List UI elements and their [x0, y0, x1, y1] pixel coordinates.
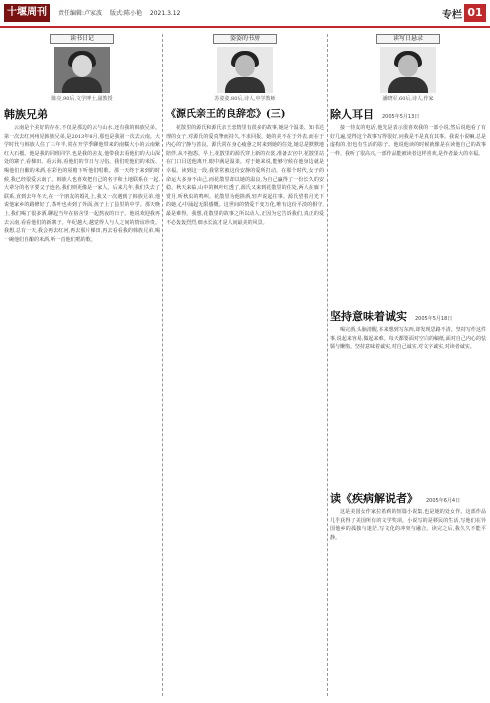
author-caption: 潘晓军,60后,诗人,作家 [382, 96, 434, 102]
article-title: 《源氏亲王的良辞恋》(三) [166, 109, 286, 120]
masthead: 十堰周刊 [4, 4, 50, 22]
entry-body: 这是美国女作家拉希莉的短篇小说集,也是她的处女作。这部作品几乎获得了美国所有的文学奖项。小说写的是移民的生活,写他们在异国他乡的孤独与迷茫,写文化的冲突与融合。读完之后,我久久不能平静。 [330, 509, 486, 541]
author-caption: 陈亮,90后,文学博士,副教授 [51, 96, 113, 102]
author-photo [380, 47, 436, 93]
entry-date: 2005年5月13日 [382, 114, 420, 120]
entry-body: 喝完酒,头脑清醒,本来想到写东西,却发现思路不清。坚持写作这件事,说起来容易,做起来难。每天都要面对空白的稿纸,面对自己内心的怯懦与懒惰。坚持意味着诚实,对自己诚实,对文字诚实,对读者诚实。 [330, 327, 486, 351]
column-label: 读写日悬录 [376, 34, 440, 44]
entry-date: 2005年6月4日 [426, 498, 461, 504]
layout-credit: 版式:陈小艳 [109, 10, 142, 17]
article-body: 花散里的源氏和源氏亲王恋情里有很多的故事,她是个温柔、知书达理的女子,对源氏的爱真挚而持久,不求回报。她的美不在于外表,而在于内心的宁静与善良。源氏常在身心疲惫之时来到她的住处,她总是默默地陪伴,从不抱怨。早上,花散里的源氏穿上新的衣裳,准备去宫中,花散里站在门口目送他离开,眼中满是温柔。对于她来说,能够守候在他身边就是幸福。读到这一段,我常常被这份安静的爱所打动。在那个时代,女子的命运大多身不由己,而花散里却以她的温良,为自己赢得了一份长久的安稳。秋天来临,山中的枫叶红透了,源氏又来到花散里的住处,两人在廊下赏月,听秋虫的鸣叫。花散里为他斟酒,轻声说起往事。源氏望着月光下的她,心中涌起无限感慨。这世间的情爱千变万化,唯有这份平淡的相守,最是难得。我想,花散里的故事之所以动人,正因为它告诉我们,真正的爱不必轰轰烈烈,细水长流才是人间最美的风景。 [166, 125, 324, 226]
entry-title: 读《疾病解说者》 [330, 492, 418, 505]
editor-credit: 责任编辑:卢家波 [58, 10, 103, 17]
entry-header [330, 310, 486, 323]
header-meta [58, 8, 186, 17]
page-number: 01 [464, 4, 486, 22]
author-caption: 苏姿姿,80后,诗人,中学教师 [214, 96, 276, 102]
article-title: 韩族兄弟 [4, 108, 48, 121]
entry-date: 2005年5月18日 [415, 316, 453, 322]
entry-title: 坚持意味着诚实 [330, 310, 407, 323]
author-photo [217, 47, 273, 93]
column-divider [162, 34, 163, 696]
section-title: 专栏 [442, 10, 462, 21]
column-label: 姿姿的书房 [213, 34, 277, 44]
column-reading-diary [4, 34, 160, 696]
entry-body: 接一待友的电话,他先是表示很喜欢我的一部小说,然后说他看了有好几遍,觉得这个故事写得很好,问我是不是真有其事。我说小说嘛,总是虚构的,但也有生活的影子。他说他读的时候就像是在读他自己的故事一样。我听了很高兴,一部作品能被读者这样喜欢,是作者最大的幸福。 [330, 125, 486, 157]
column-study [166, 34, 324, 696]
column-divider [327, 34, 328, 696]
entry-header [330, 108, 486, 121]
author-photo [54, 47, 110, 93]
column-label: 读书日记 [50, 34, 114, 44]
issue-date: 2021.3.12 [149, 10, 181, 17]
article-body: 云南是个美好的存在,不仅是那边的云与山水,还有我的韩族兄弟。第一次去红河州见韩族兄弟,是2013年8月,那也是我第一次去云南。大学时代与韩族人住了三年半,常在开学季聊他带来的南糯大小的云南紫红大石榴。他是我的同班同学,也是我的舍友,他带我去看他们的大山深处的寨子,看梯田、看云海,看他们的节日与习俗。我们吃他们的米饭、喝他们自酿的米酒,在彩色的屋檐下听他们唱歌。那一天终于来到的时候,我已经很爱云南了。韩族人也喜欢把自己的名字和土地联系在一起,大辈分的名字要父子连名,我们则更像是一家人。后来几年,我们失去了联系,直到去年冬天,在一个朋友的婚礼上,我又一次遇到了韩族兄弟,他说他家乡的路修好了,茶叶也卖到了外面,孩子上了县里的中学。那天晚上,我们喝了很多酒,聊起当年在宿舍里一起熬夜的日子。他说欢迎我再去云南,看看他们的新寨子。年纪越大,越觉得人与人之间的情谊珍贵。我想,总有一天,我会再去红河,再去那片梯田,再去看看我的韩族兄弟,喝一碗他们自酿的米酒,听一首他们唱的歌。 [4, 125, 160, 243]
column-notes [330, 34, 486, 696]
entry-header [330, 492, 486, 505]
entry-title: 除人耳目 [330, 108, 374, 121]
page-header [0, 0, 490, 28]
